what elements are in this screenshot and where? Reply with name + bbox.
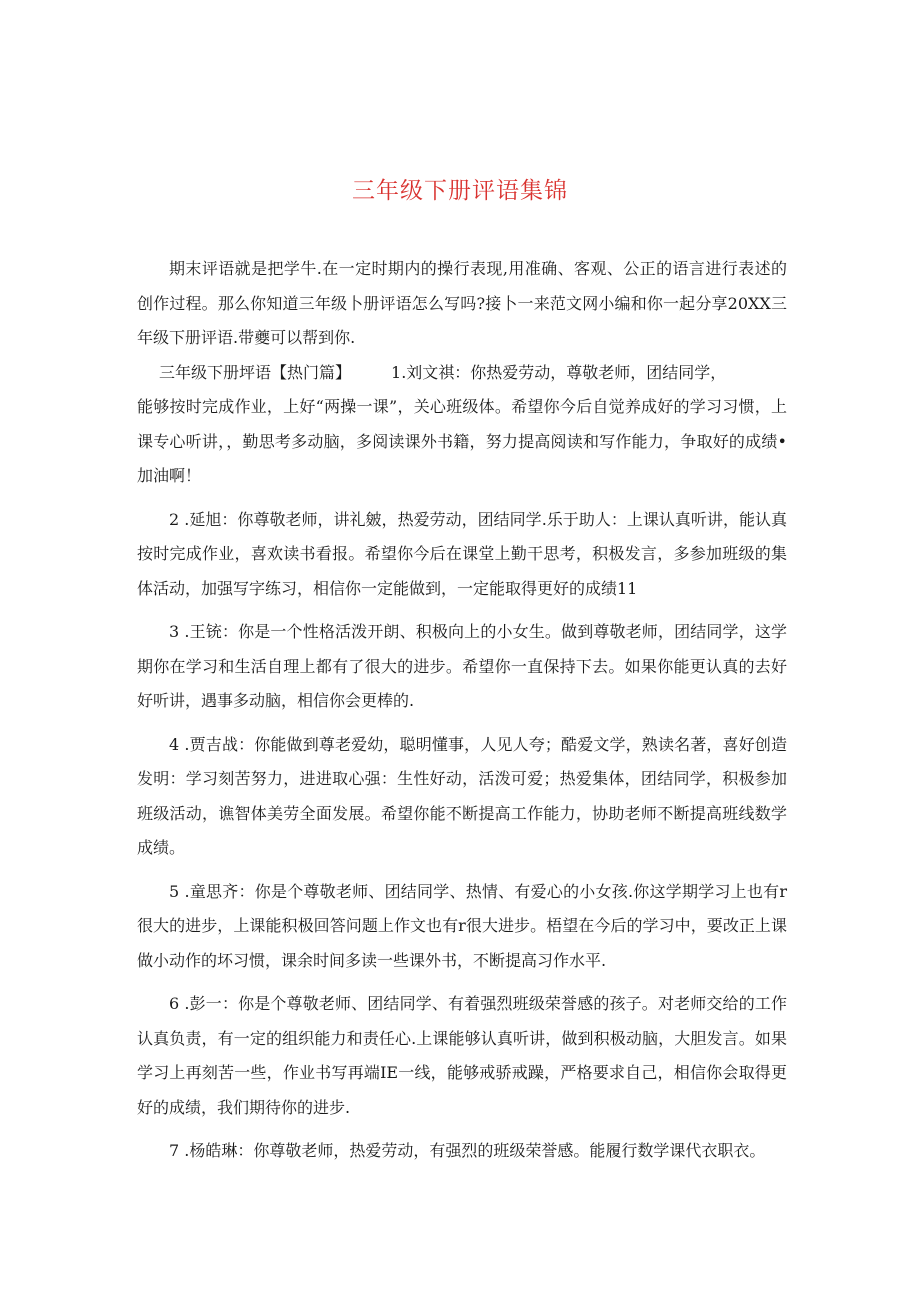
comment-number: 5 (169, 881, 180, 901)
comment-number: 2 (169, 509, 180, 529)
comment-number: 7 (169, 1141, 180, 1160)
comment-1-start: 1.刘文祺：你热爱劳动，尊敬老师，团结同学， (391, 362, 727, 382)
comment-number: 3 (169, 622, 180, 641)
document-body (137, 252, 787, 1169)
page-title: 三年级下册评语集锦 (352, 178, 568, 204)
comment-text: .彭一：你是个尊敬老师、团结同学、有着强烈班级荣誉感的孩子。对老师交给的工作认真负责，有一定的组织能力和责任心.上课能够认真听讲，做到积极动脑，大胆发言。如果学习上再刻苦一些，作业书写再端IE一线，能够戒骄戒躁，严格要求自己，相信你会取得更好的成绩，我们期待你的进步. (137, 994, 787, 1117)
comment-text: .杨皓琳：你尊敬老师，热爱劳动，有强烈的班级荣誉感。能履行数学课代衣职衣。 (184, 1141, 766, 1160)
comment-text: .延旭：你尊敬老师，讲礼皴，热爱劳动，团结同学.乐于助人：上课认真听讲，能认真按时完成作业，喜欢读书看报。希望你今后在课堂上勤干思考，积极发言，多参加班级的集体活动，加强写字练习，相信你一定能做到，一定能取得更好的成绩11 (137, 509, 787, 598)
comment-paragraph (137, 987, 787, 1125)
comment-paragraph (137, 1134, 787, 1169)
comment-text: .贾吉战：你能做到尊老爱幼，聪明懂事，人见人夸；酷爱文学，熟读名著，喜好创造发明：学习刻苦努力，进进取心强：生性好动，活泼可爱；热爱集体，团结同学，积极参加班级活动，谯智体美劳全面发展。希望你能不断提高工作能力，协助老师不断提高班线数学成绩。 (137, 734, 787, 857)
comment-paragraph (137, 875, 787, 979)
comment-text: .王铳：你是一个性格活泼开朗、积极向上的小女生。做到尊敬老师，团结同学，这学期你在学习和生活自理上都有了很大的进步。希望你一直保持下去。如果你能更认真的去好好听讲，遇事多动脑，相信你会更棒的. (137, 622, 787, 710)
comment-number: 4 (169, 734, 180, 754)
section-heading-line (137, 356, 787, 391)
comment-1-continuation: 能够按时完成作业，上好“两操一课”，关心班级体。希望你今后自觉养成好的学习习惯，上课专心听讲，，勤思考多动脑，多阅读课外书籍，努力提高阅读和写作能力，争取好的成绩•加油啊！ (137, 397, 787, 485)
intro-paragraph: 期末评语就是把学牛.在一定时期内的操行表现,用准确、客观、公正的语言进行表述的创作过程。那么你知道三年级卜册评语怎么写吗?接卜一来范文网小编和你一起分享20XX三年级下册评语.带夔可以帮到你. (137, 259, 787, 347)
comment-paragraph (137, 503, 787, 607)
section-label: 三年级下册坪语【热门篇】 (159, 362, 352, 382)
comment-paragraph (137, 615, 787, 719)
comment-text: .童思齐：你是个尊敬老师、团结同学、热情、有爱心的小女孩.你这学期学习上也有r很大的进步，上课能积极回答问题上作文也有r很大进步。梧望在今后的学习中，要改正上课做小动作的坏习惯，课余时间多读一些课外书，不断提高习作水平. (137, 881, 787, 970)
comment-paragraph (137, 728, 787, 866)
comment-number: 6 (169, 994, 180, 1013)
